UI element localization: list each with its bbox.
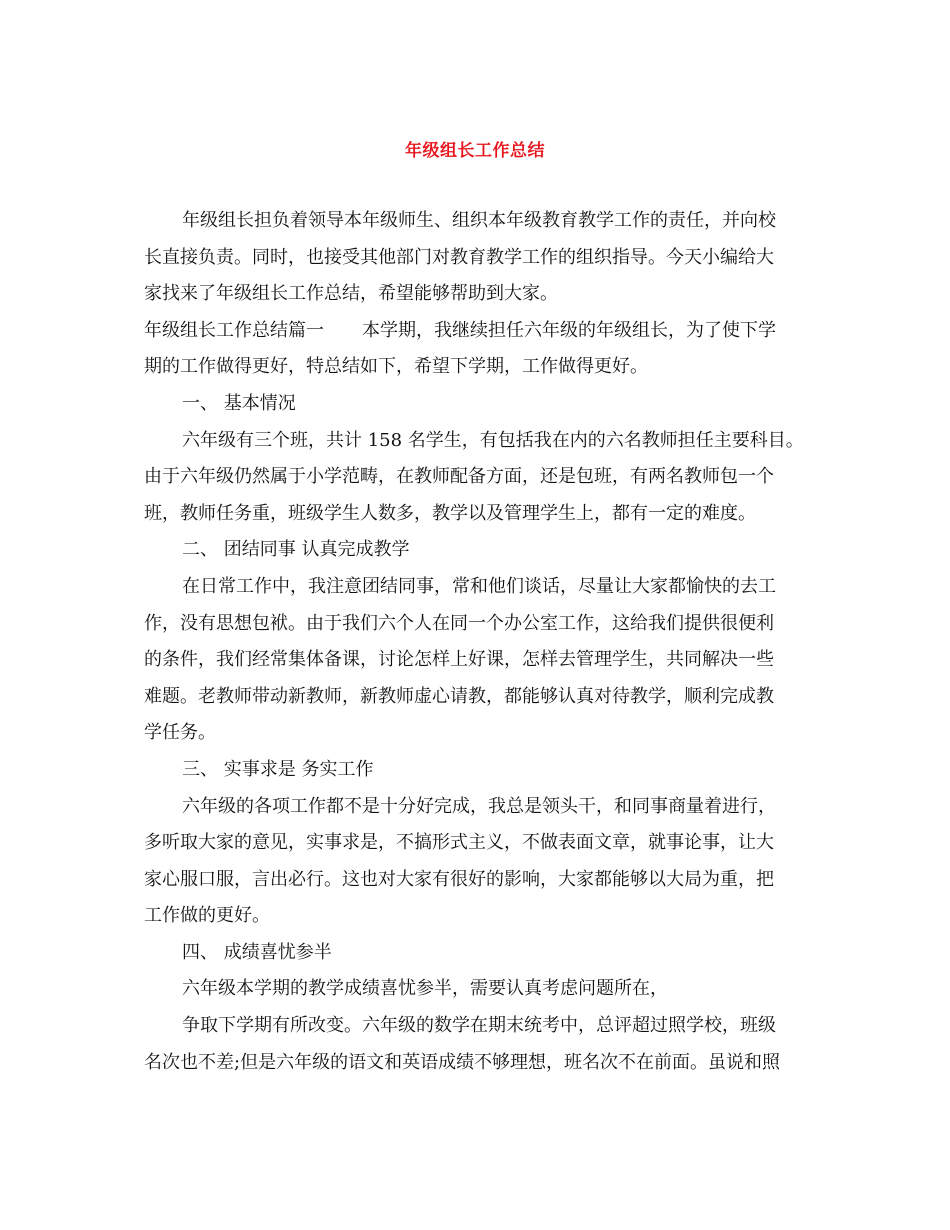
- text-line: 多听取大家的意见，实事求是，不搞形式主义，不做表面文章，就事论事，让大: [144, 832, 774, 854]
- text-line: 难题。老教师带动新教师，新教师虚心请教，都能够认真对待教学，顺利完成教: [144, 685, 774, 707]
- section-heading-inline: 年级组长工作总结篇一: [144, 319, 324, 341]
- text-line: 长直接负责。同时，也接受其他部门对教育教学工作的组织指导。今天小编给大: [144, 246, 774, 268]
- paragraph-text: 本学期，我继续担任六年级的年级组长，为了使下学: [362, 319, 776, 341]
- text-line: 六年级的各项工作都不是十分好完成，我总是领头干，和同事商量着进行，: [182, 795, 776, 817]
- text-line: 在日常工作中，我注意团结同事，常和他们谈话，尽量让大家都愉快的去工: [182, 575, 776, 597]
- text-line: [144, 313, 806, 350]
- text-line: 家找来了年级组长工作总结，希望能够帮助到大家。: [144, 283, 558, 305]
- text-line: 年级组长担负着领导本年级师生、组织本年级教育教学工作的责任，并向校: [182, 210, 776, 231]
- text-line: 一、 基本情况: [182, 392, 296, 414]
- text-line: 六年级本学期的教学成绩喜忧参半，需要认真考虑问题所在，: [182, 978, 668, 1000]
- text-line: 四、 成绩喜忧参半: [182, 941, 332, 963]
- text-line: 家心服口服，言出必行。这也对大家有很好的影响，大家都能够以大局为重，把: [144, 868, 774, 890]
- text-line: 作，没有思想包袱。由于我们六个人在同一个办公室工作，这给我们提供很便利: [144, 612, 774, 634]
- text-line: 由于六年级仍然属于小学范畴，在教师配备方面，还是包班，有两名教师包一个: [144, 466, 774, 488]
- text-line: 学任务。: [144, 722, 216, 744]
- text-line: 期的工作做得更好，特总结如下，希望下学期，工作做得更好。: [144, 356, 648, 378]
- text-line: 班，教师任务重，班级学生人数多，教学以及管理学生上，都有一定的难度。: [144, 502, 756, 524]
- document-title: 年级组长工作总结: [405, 141, 545, 161]
- text-line: 名次也不差;但是六年级的语文和英语成绩不够理想，班名次不在前面。虽说和照: [144, 1051, 781, 1073]
- text-line: 工作做的更好。: [144, 905, 270, 927]
- text-line: 六年级有三个班，共计 158 名学生，有包括我在内的六名教师担任主要科目。: [182, 429, 804, 451]
- text-line: 的条件，我们经常集体备课，讨论怎样上好课，怎样去管理学生，共同解决一些: [144, 649, 774, 671]
- text-line: 三、 实事求是 务实工作: [182, 758, 374, 780]
- text-line: 争取下学期有所改变。六年级的数学在期末统考中，总评超过照学校，班级: [182, 1015, 776, 1037]
- text-line: 二、 团结同事 认真完成教学: [182, 539, 410, 561]
- document-body: [144, 203, 806, 1081]
